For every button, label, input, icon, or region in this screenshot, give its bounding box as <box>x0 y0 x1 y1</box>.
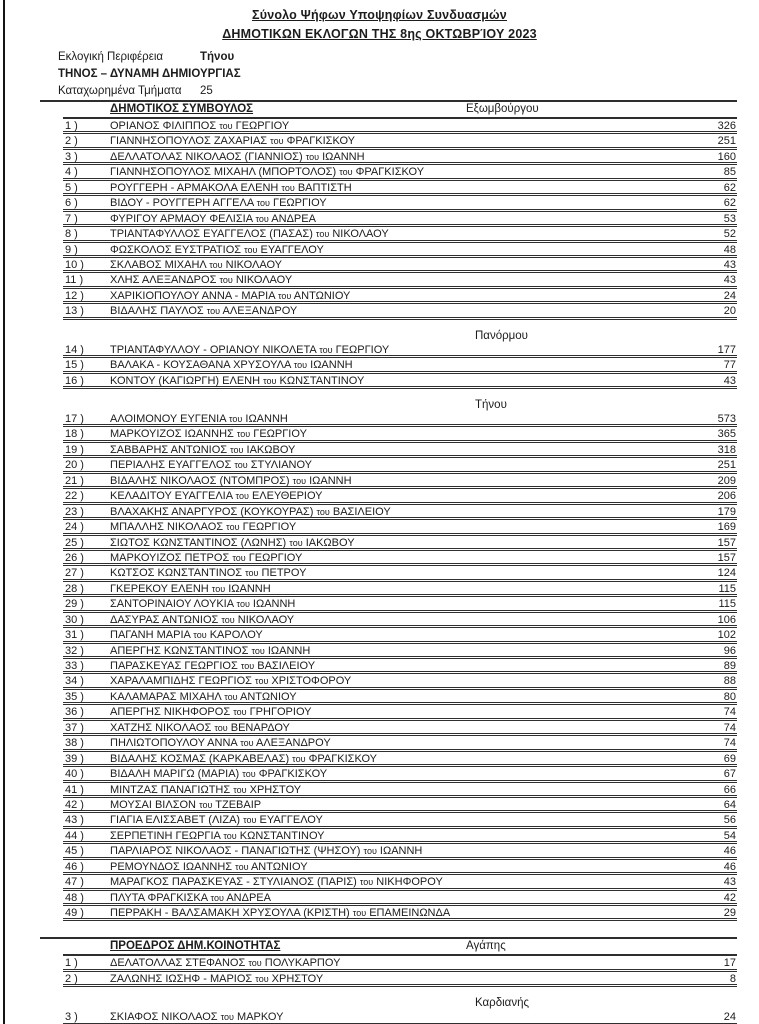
candidate-row <box>63 536 737 551</box>
candidate-number: 20 ) <box>65 459 84 472</box>
patronymic-word: του <box>292 753 306 764</box>
candidate-number: 1 ) <box>65 120 78 132</box>
patronymic-word: του <box>270 136 284 147</box>
candidate-row <box>63 860 737 875</box>
candidate-name: ΜΑΡΚΟΥΙΖΟΣ ΠΕΤΡΟΣ του ΓΕΩΡΓΙΟΥ <box>110 551 303 564</box>
patronymic-word: του <box>292 475 307 486</box>
candidate-name: ΓΚΕΡΕΚΟΥ ΕΛΕΝΗ του ΙΩΑΝΝΗ <box>110 582 271 595</box>
candidate-number: 10 ) <box>65 258 84 271</box>
patronymic-word: του <box>233 707 247 718</box>
patronymic-word: του <box>210 892 224 903</box>
patronymic-word: του <box>305 151 320 162</box>
candidate-votes: 43 <box>723 274 736 287</box>
candidate-row <box>63 566 737 581</box>
candidate-row <box>63 798 737 813</box>
patronymic-word: του <box>255 213 269 224</box>
patronymic-word: του <box>363 846 377 857</box>
candidate-number: 44 ) <box>65 829 84 842</box>
candidate-votes: 29 <box>723 907 736 919</box>
candidate-name: ΒΙΔΑΛΗΣ ΝΙΚΟΛΑΟΣ (ΝΤΟΜΠΡΟΣ) του ΙΩΑΝΝΗ <box>110 474 352 487</box>
candidate-votes: 209 <box>717 474 736 487</box>
candidate-votes: 365 <box>717 428 736 441</box>
candidate-votes: 8 <box>729 972 736 985</box>
candidate-votes: 74 <box>723 737 736 750</box>
patronymic-word: του <box>281 182 295 193</box>
candidate-votes: 42 <box>723 891 736 904</box>
patronymic-word: του <box>219 275 233 286</box>
candidate-votes: 88 <box>723 675 736 688</box>
patronymic-word: του <box>233 784 247 795</box>
candidate-name: ΑΛΟΙΜΟΝΟΥ ΕΥΓΕΝΙΑ του ΙΩΑΝΝΗ <box>110 413 288 425</box>
candidate-number: 35 ) <box>65 690 84 703</box>
office-section <box>63 100 737 921</box>
candidate-name: ΚΑΛΑΜΑΡΑΣ ΜΙΧΑΗΛ του ΑΝΤΩΝΙΟΥ <box>110 690 297 703</box>
candidate-number: 33 ) <box>65 660 84 672</box>
candidate-row <box>63 427 737 442</box>
candidate-number: 24 ) <box>65 521 84 534</box>
sub-district-row <box>63 996 737 1010</box>
candidate-row <box>63 891 737 906</box>
candidate-votes: 85 <box>723 166 736 179</box>
candidate-number: 30 ) <box>65 613 84 626</box>
candidate-row <box>63 736 737 751</box>
candidate-name: ΦΥΡΙΓΟΥ ΑΡΜΑΟΥ ΦΕΛΙΣΙΑ του ΑΝΔΡΕΑ <box>110 212 316 225</box>
patronymic-word: του <box>256 198 270 209</box>
candidate-row <box>63 181 737 196</box>
candidate-name: ΡΟΥΓΓΕΡΗ - ΑΡΜΑΚΟΛΑ ΕΛΕΝΗ του ΒΑΠΤΙΣΤΗ <box>110 181 352 194</box>
candidate-votes: 251 <box>717 135 736 148</box>
candidate-name: ΚΩΤΣΟΣ ΚΩΝΣΤΑΝΤΙΝΟΣ του ΠΕΤΡΟΥ <box>110 567 307 580</box>
candidate-name: ΠΑΡΑΣΚΕΥΑΣ ΓΕΩΡΓΙΟΣ του ΒΑΣΙΛΕΙΟΥ <box>110 660 316 672</box>
candidate-row <box>63 243 737 258</box>
candidate-votes: 157 <box>717 536 736 549</box>
candidate-number: 25 ) <box>65 536 84 549</box>
candidate-number: 37 ) <box>65 721 84 734</box>
office-header <box>63 937 737 956</box>
candidate-row <box>63 196 737 211</box>
candidate-row <box>63 674 737 689</box>
candidate-name: ΜΑΡΚΟΥΙΖΟΣ ΙΩΑΝΝΗΣ του ΓΕΩΡΓΙΟΥ <box>110 428 307 441</box>
candidate-number: 23 ) <box>65 505 84 518</box>
candidate-votes: 169 <box>717 521 736 534</box>
candidate-name: ΤΡΙΑΝΤΑΦΥΛΛΟΣ ΕΥΑΓΓΕΛΟΣ (ΠΑΣΑΣ) του ΝΙΚΟΛΑΟΥ <box>110 228 389 241</box>
candidate-number: 11 ) <box>65 274 84 287</box>
candidate-name: ΜΙΝΤΖΑΣ ΠΑΝΑΓΙΩΤΗΣ του ΧΡΗΣΤΟΥ <box>110 783 302 796</box>
candidate-votes: 64 <box>723 798 736 811</box>
candidate-votes: 69 <box>723 752 736 765</box>
candidate-number: 3 ) <box>65 150 78 163</box>
candidate-row <box>63 551 737 566</box>
candidate-votes: 53 <box>723 212 736 225</box>
candidate-row <box>63 304 737 319</box>
candidate-name: ΟΡΙΑΝΟΣ ΦΙΛΙΠΠΟΣ του ΓΕΩΡΓΙΟΥ <box>110 120 290 132</box>
candidate-votes: 89 <box>723 660 736 672</box>
patronymic-word: του <box>209 259 223 270</box>
candidate-votes: 318 <box>717 443 736 456</box>
candidate-number: 12 ) <box>65 289 84 302</box>
candidate-votes: 43 <box>723 258 736 271</box>
candidate-number: 43 ) <box>65 814 84 827</box>
meta-row-party <box>0 66 759 83</box>
candidate-number: 32 ) <box>65 644 84 657</box>
patronymic-word: του <box>235 861 249 872</box>
candidate-votes: 20 <box>723 305 736 318</box>
candidate-name: ΜΟΥΣΑΙ ΒΙΛΣΟΝ του ΤΖΕΒΑΙΡ <box>110 798 262 811</box>
candidate-row <box>63 659 737 674</box>
candidate-votes: 46 <box>723 845 736 858</box>
candidate-row <box>63 458 737 473</box>
candidate-row <box>63 119 737 134</box>
candidate-votes: 74 <box>723 706 736 719</box>
candidate-name: ΒΙΔΑΛΗ ΜΑΡΙΓΩ (ΜΑΡΙΑ) του ΦΡΑΓΚΙΣΚΟΥ <box>110 768 328 781</box>
patronymic-word: του <box>242 769 256 780</box>
candidate-row <box>63 474 737 489</box>
candidate-name: ΜΠΑΛΛΗΣ ΝΙΚΟΛΑΟΣ του ΓΕΩΡΓΙΟΥ <box>110 521 297 534</box>
candidate-row <box>63 875 737 890</box>
patronymic-word: του <box>248 958 262 969</box>
candidate-name: ΣΚΛΑΒΟΣ ΜΙΧΑΗΛ του ΝΙΚΟΛΑΟΥ <box>110 258 282 271</box>
candidate-number: 21 ) <box>65 474 84 487</box>
candidate-votes: 115 <box>718 582 736 595</box>
candidate-row <box>63 289 737 304</box>
candidate-votes: 17 <box>723 957 736 970</box>
meta-row-region <box>0 49 759 66</box>
candidate-number: 22 ) <box>65 490 84 503</box>
page-edge-line <box>3 0 5 1024</box>
candidate-row <box>63 690 737 705</box>
candidate-votes: 48 <box>723 243 736 256</box>
candidate-votes: 67 <box>723 768 736 781</box>
patronymic-word: του <box>220 1012 234 1023</box>
patronymic-word: του <box>251 645 265 656</box>
candidate-row <box>63 644 737 659</box>
candidate-number: 46 ) <box>65 860 84 873</box>
candidate-name: ΧΛΗΣ ΑΛΕΞΑΝΔΡΟΣ του ΝΙΚΟΛΑΟΥ <box>110 274 293 287</box>
patronymic-word: του <box>244 244 258 255</box>
candidate-votes: 106 <box>717 613 736 626</box>
office-section <box>63 937 737 1024</box>
candidate-row <box>63 227 737 242</box>
patronymic-word: του <box>319 344 333 355</box>
candidate-number: 27 ) <box>65 567 84 580</box>
candidate-number: 39 ) <box>65 752 84 765</box>
candidate-votes: 56 <box>723 814 736 827</box>
candidate-votes: 160 <box>717 150 736 163</box>
patronymic-word: του <box>263 375 277 386</box>
candidate-name: ΓΙΑΝΝΗΣΟΠΟΥΛΟΣ ΜΙΧΑΗΛ (ΜΠΟΡΤΟΛΟΣ) του ΦΡΑΓΚΙΣΚΟΥ <box>110 166 425 179</box>
candidate-row <box>63 412 737 427</box>
candidate-votes: 157 <box>717 551 736 564</box>
patronymic-word: του <box>240 661 255 671</box>
candidate-number: 1 ) <box>65 957 78 970</box>
patronymic-word: του <box>315 229 330 240</box>
candidate-votes: 43 <box>723 876 736 889</box>
candidate-number: 8 ) <box>65 228 78 241</box>
candidate-votes: 24 <box>723 1011 736 1024</box>
candidate-number: 15 ) <box>65 359 84 372</box>
candidate-name: ΣΙΩΤΟΣ ΚΩΝΣΤΑΝΤΙΝΟΣ (ΛΩΝΗΣ) του ΙΑΚΩΒΟΥ <box>110 536 355 549</box>
candidate-number: 5 ) <box>65 181 78 194</box>
candidate-number: 29 ) <box>65 598 84 611</box>
candidate-row <box>63 721 737 736</box>
candidate-name: ΧΑΤΖΗΣ ΝΙΚΟΛΑΟΣ του ΒΕΝΑΡΔΟΥ <box>110 721 290 734</box>
candidate-number: 38 ) <box>65 737 84 750</box>
candidate-name: ΑΠΕΡΓΗΣ ΚΩΝΣΤΑΝΤΙΝΟΣ του ΙΩΑΝΝΗ <box>110 644 311 657</box>
candidate-name: ΠΑΓΑΝΗ ΜΑΡΙΑ του ΚΑΡΟΛΟΥ <box>110 629 263 642</box>
office-title: ΔΗΜΟΤΙΚΟΣ ΣΥΜΒΟΥΛΟΣ <box>110 103 254 115</box>
candidate-number: 9 ) <box>65 243 78 256</box>
candidate-row <box>63 165 737 180</box>
candidate-row <box>63 956 737 971</box>
candidate-name: ΤΡΙΑΝΤΑΦΥΛΛΟΥ - ΟΡΙΑΝΟΥ ΝΙΚΟΛΕΤΑ του ΓΕΩΡΓΙΟΥ <box>110 343 390 356</box>
candidate-number: 34 ) <box>65 675 84 688</box>
region-value: Τήνου <box>200 51 235 63</box>
candidate-name: ΒΑΛΑΚΑ - ΚΟΥΣΑΘΑΝΑ ΧΡΥΣΟΥΛΑ του ΙΩΑΝΝΗ <box>110 359 353 372</box>
candidate-votes: 179 <box>717 505 736 518</box>
candidate-number: 19 ) <box>65 443 84 456</box>
candidate-name: ΣΚΙΑΦΟΣ ΝΙΚΟΛΑΟΣ του ΜΑΡΚΟΥ <box>110 1011 284 1024</box>
candidate-name: ΠΛΥΤΑ ΦΡΑΓΚΙΣΚΑ του ΑΝΔΡΕΑ <box>110 891 271 904</box>
candidate-number: 13 ) <box>65 305 84 318</box>
candidate-votes: 102 <box>717 629 736 642</box>
district-label: Εξωμβούργου <box>466 103 539 115</box>
candidate-row <box>63 489 737 504</box>
candidate-number: 36 ) <box>65 706 84 719</box>
candidate-row <box>63 972 737 987</box>
patronymic-word: του <box>236 429 251 440</box>
patronymic-word: του <box>228 414 243 424</box>
candidate-row <box>63 374 737 389</box>
candidate-name: ΓΙΑΝΝΗΣΟΠΟΥΛΟΣ ΖΑΧΑΡΙΑΣ του ΦΡΑΓΚΙΣΚΟΥ <box>110 135 355 148</box>
candidate-number: 6 ) <box>65 197 78 210</box>
candidate-number: 28 ) <box>65 582 84 595</box>
candidate-number: 2 ) <box>65 135 78 148</box>
patronymic-word: του <box>223 830 237 841</box>
candidate-row <box>63 844 737 859</box>
candidate-name: ΒΛΑΧΑΚΗΣ ΑΝΑΡΓΥΡΟΣ (ΚΟΥΚΟΥΡΑΣ) του ΒΑΣΙΛΕΙΟΥ <box>110 505 391 518</box>
candidate-number: 7 ) <box>65 212 78 225</box>
patronymic-word: του <box>232 552 246 563</box>
candidate-row <box>63 212 737 227</box>
candidate-name: ΒΙΔΑΛΗΣ ΚΟΣΜΑΣ (ΚΑΡΚΑΒΕΛΑΣ) του ΦΡΑΓΚΙΣΚΟΥ <box>110 752 378 765</box>
region-label: Εκλογική Περιφέρεια <box>58 51 164 63</box>
candidate-votes: 573 <box>717 413 736 425</box>
sub-district-row <box>63 398 737 412</box>
sub-district-label: Πανόρμου <box>475 329 528 342</box>
candidate-name: ΦΩΣΚΟΛΟΣ ΕΥΣΤΡΑΤΙΟΣ του ΕΥΑΓΓΕΛΟΥ <box>110 243 324 256</box>
candidate-votes: 206 <box>717 490 736 503</box>
candidate-votes: 62 <box>723 181 736 194</box>
patronymic-word: του <box>255 973 269 984</box>
report-header <box>0 6 759 44</box>
patronymic-word: του <box>245 568 259 579</box>
candidate-name: ΒΙΔΟΥ - ΡΟΥΓΓΕΡΗ ΑΓΓΕΛΑ του ΓΕΩΡΓΙΟΥ <box>110 197 327 210</box>
candidate-number: 17 ) <box>65 413 84 425</box>
candidate-votes: 124 <box>717 567 736 580</box>
patronymic-word: του <box>219 121 233 131</box>
candidate-name: ΡΕΜΟΥΝΔΟΣ ΙΩΑΝΝΗΣ του ΑΝΤΩΝΙΟΥ <box>110 860 308 873</box>
patronymic-word: του <box>316 506 330 517</box>
candidate-votes: 52 <box>723 228 736 241</box>
candidate-row <box>63 443 737 458</box>
candidate-name: ΚΟΝΤΟΥ (ΚΑΓΙΩΡΓΗ) ΕΛΕΝΗ του ΚΩΝΣΤΑΝΤΙΝΟΥ <box>110 374 365 387</box>
candidate-name: ΣΑΝΤΟΡΙΝΑΙΟΥ ΛΟΥΚΙΑ του ΙΩΑΝΝΗ <box>110 598 296 611</box>
patronymic-word: του <box>226 522 240 533</box>
candidate-votes: 66 <box>723 783 736 796</box>
candidate-row <box>63 582 737 597</box>
patronymic-word: του <box>255 676 269 687</box>
candidate-number: 48 ) <box>65 891 84 904</box>
candidate-number: 18 ) <box>65 428 84 441</box>
candidate-name: ΔΕΛΛΑΤΟΛΑΣ ΝΙΚΟΛΑΟΣ (ΓΙΑΝΝΙΟΣ) του ΙΩΑΝΝΗ <box>110 150 365 163</box>
candidate-row <box>63 505 737 520</box>
patronymic-word: του <box>278 290 292 301</box>
candidate-votes: 54 <box>723 829 736 842</box>
candidate-row <box>63 829 737 844</box>
patronymic-word: του <box>214 722 228 733</box>
patronymic-word: του <box>236 599 250 610</box>
candidate-name: ΚΕΛΑΔΙΤΟΥ ΕΥΑΓΓΕΛΙΑ του ΕΛΕΥΘΕΡΙΟΥ <box>110 490 323 503</box>
candidate-row <box>63 597 737 612</box>
report-subtitle: ΔΗΜΟΤΙΚΩΝ ΕΚΛΟΓΩΝ ΤΗΣ 8ης ΟΚΤΩΒΡΊΟΥ 2023 <box>222 27 537 41</box>
candidate-votes: 24 <box>723 289 736 302</box>
candidate-name: ΒΙΔΑΛΗΣ ΠΑΥΛΟΣ του ΑΛΕΞΑΝΔΡΟΥ <box>110 305 298 318</box>
report-title: Σύνολο Ψήφων Υποψηφίων Συνδυασμών <box>252 8 507 22</box>
candidate-row <box>63 134 737 149</box>
patronymic-word: του <box>359 877 374 888</box>
candidate-row <box>63 613 737 628</box>
candidate-number: 26 ) <box>65 551 84 564</box>
patronymic-word: του <box>199 799 213 810</box>
candidate-name: ΑΠΕΡΓΗΣ ΝΙΚΗΦΟΡΟΣ του ΓΡΗΓΟΡΙΟΥ <box>110 706 312 719</box>
candidate-number: 14 ) <box>65 343 84 356</box>
candidate-row <box>63 767 737 782</box>
candidate-row <box>63 628 737 643</box>
candidate-votes: 46 <box>723 860 736 873</box>
candidate-name: ΖΑΛΩΝΗΣ ΙΩΣΗΦ - ΜΑΡΙΟΣ του ΧΡΗΣΤΟΥ <box>110 972 324 985</box>
candidate-number: 45 ) <box>65 845 84 858</box>
patronymic-word: του <box>224 691 238 702</box>
candidate-row <box>63 783 737 798</box>
candidate-name: ΧΑΡΑΛΑΜΠΙΔΗΣ ΓΕΩΡΓΙΟΣ του ΧΡΙΣΤΟΦΟΡΟΥ <box>110 675 352 688</box>
candidate-row <box>63 906 737 921</box>
results-table <box>63 100 737 1024</box>
candidate-name: ΓΙΑΓΙΑ ΕΛΙΣΣΑΒΕΤ (ΛΙΖΑ) του ΕΥΑΓΓΕΛΟΥ <box>110 814 323 827</box>
candidate-row <box>63 1010 737 1024</box>
candidate-row <box>63 150 737 165</box>
candidate-number: 2 ) <box>65 972 78 985</box>
candidate-number: 40 ) <box>65 768 84 781</box>
patronymic-word: του <box>234 460 248 471</box>
candidate-number: 41 ) <box>65 783 84 796</box>
sections-count-value: 25 <box>200 85 213 97</box>
candidate-number: 16 ) <box>65 374 84 387</box>
candidate-name: ΣΕΡΠΕΤΙΝΗ ΓΕΩΡΓΙΑ του ΚΩΝΣΤΑΝΤΙΝΟΥ <box>110 829 325 842</box>
candidate-name: ΠΗΛΙΩΤΟΠΟΥΛΟΥ ΑΝΝΑ του ΑΛΕΞΑΝΔΡΟΥ <box>110 737 331 750</box>
candidate-number: 4 ) <box>65 166 78 179</box>
patronymic-word: του <box>193 630 207 641</box>
candidate-row <box>63 343 737 358</box>
sections-count-label: Καταχωρημένα Τμήματα <box>58 85 182 97</box>
candidate-name: ΔΕΛΑΤΟΛΛΑΣ ΣΤΕΦΑΝΟΣ του ΠΟΛΥΚΑΡΠΟΥ <box>110 957 341 970</box>
patronymic-word: του <box>206 306 221 317</box>
candidate-name: ΠΕΡΙΑΛΗΣ ΕΥΑΓΓΕΛΟΣ του ΣΤΥΛΙΑΝΟΥ <box>110 459 313 472</box>
district-label: Αγάπης <box>466 940 506 953</box>
patronymic-word: του <box>289 537 303 548</box>
candidate-number: 31 ) <box>65 629 84 642</box>
patronymic-word: του <box>235 491 249 502</box>
candidate-name: ΧΑΡΙΚΙΟΠΟΥΛΟΥ ΑΝΝΑ - ΜΑΡΙΑ του ΑΝΤΩΝΙΟΥ <box>110 289 351 302</box>
candidate-name: ΠΕΡΡΑΚΗ - ΒΑΛΣΑΜΑΚΗ ΧΡΥΣΟΥΛΑ (ΚΡΙΣΤΗ) του ΕΠΑΜΕΙΝΩΝΔΑ <box>110 907 451 919</box>
candidate-votes: 115 <box>718 598 736 611</box>
patronymic-word: του <box>240 738 254 749</box>
candidate-row <box>63 813 737 828</box>
candidate-name: ΠΑΡΛΙΑΡΟΣ ΝΙΚΟΛΑΟΣ - ΠΑΝΑΓΙΩΤΗΣ (ΨΗΣΟΥ) του ΙΩΑΝΝΗ <box>110 845 423 858</box>
patronymic-word: του <box>293 360 308 371</box>
candidate-votes: 96 <box>723 644 736 657</box>
office-title: ΠΡΟΕΔΡΟΣ ΔΗΜ.ΚΟΙΝΟΤΗΤΑΣ <box>110 940 281 953</box>
candidate-votes: 62 <box>723 197 736 210</box>
candidate-row <box>63 258 737 273</box>
candidate-name: ΣΑΒΒΑΡΗΣ ΑΝΤΩΝΙΟΣ του ΙΑΚΩΒΟΥ <box>110 443 296 456</box>
candidate-name: ΔΑΣΥΡΑΣ ΑΝΤΩΝΙΟΣ του ΝΙΚΟΛΑΟΥ <box>110 613 295 626</box>
patronymic-word: του <box>221 614 235 625</box>
candidate-number: 49 ) <box>65 907 84 919</box>
candidate-votes: 326 <box>717 120 736 132</box>
candidate-number: 3 ) <box>65 1011 78 1024</box>
meta-row-sections <box>0 83 759 100</box>
patronymic-word: του <box>230 444 244 455</box>
patronymic-word: του <box>211 583 226 594</box>
candidate-votes: 177 <box>717 343 736 356</box>
candidate-votes: 251 <box>717 459 736 472</box>
sub-district-label: Καρδιανής <box>475 997 530 1010</box>
candidate-votes: 74 <box>723 721 736 734</box>
patronymic-word: του <box>352 908 367 918</box>
candidate-name: ΜΑΡΑΓΚΟΣ ΠΑΡΑΣΚΕΥΑΣ - ΣΤΥΛΙΑΝΟΣ (ΠΑΡΙΣ) του ΝΙΚΗΦΟΡΟΥ <box>110 876 443 889</box>
candidate-votes: 77 <box>723 359 736 372</box>
candidate-row <box>63 705 737 720</box>
candidate-number: 42 ) <box>65 798 84 811</box>
candidate-votes: 80 <box>723 690 736 703</box>
office-header <box>63 100 737 119</box>
patronymic-word: του <box>339 167 353 178</box>
candidate-row <box>63 752 737 767</box>
candidate-row <box>63 273 737 288</box>
candidate-row <box>63 358 737 373</box>
candidate-row <box>63 520 737 535</box>
candidate-number: 47 ) <box>65 876 84 889</box>
sub-district-label: Τήνου <box>475 399 507 411</box>
sub-district-row <box>63 329 737 343</box>
report-meta <box>0 49 759 100</box>
party-name: ΤΗΝΟΣ – ΔΥΝΑΜΗ ΔΗΜΙΟΥΡΓΙΑΣ <box>58 68 241 80</box>
patronymic-word: του <box>243 815 257 826</box>
candidate-votes: 43 <box>723 374 736 387</box>
